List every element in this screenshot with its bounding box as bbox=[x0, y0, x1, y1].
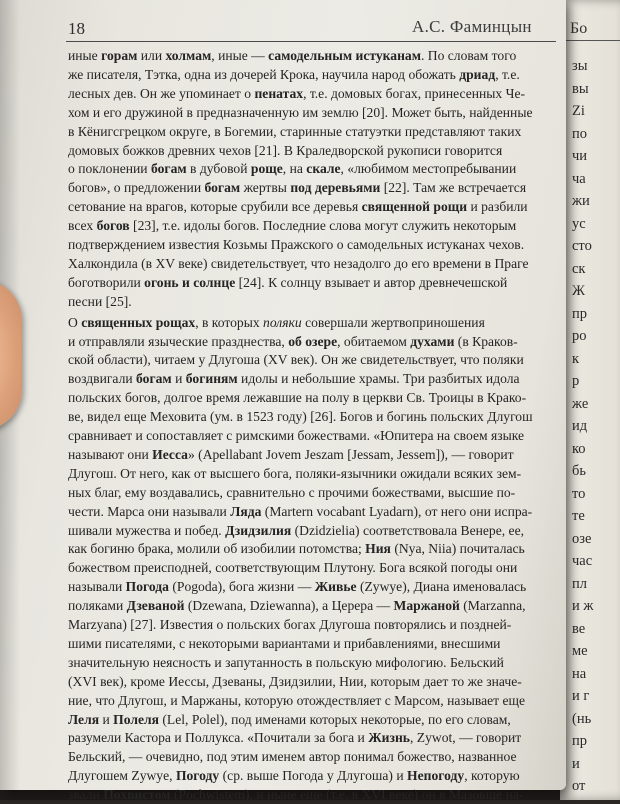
bold-term: Полеля bbox=[113, 711, 159, 727]
text-line bbox=[68, 578, 555, 596]
adjacent-text-fragment: ме bbox=[572, 643, 588, 659]
adjacent-text-fragment: же bbox=[572, 395, 589, 412]
text-run: лесных дев. Он же упоминает о bbox=[68, 85, 255, 101]
bold-term: священных рощах bbox=[81, 314, 196, 330]
bold-term: богов bbox=[96, 218, 130, 234]
text-run: песни [25]. bbox=[68, 293, 132, 309]
bold-term: Леля bbox=[68, 711, 100, 727]
text-run: божеством преисподней, соответствующим Плутону. Бога всякой погоды они bbox=[68, 560, 518, 576]
text-run: Длугош. От него, как от высшего бога, поляки-язычники ожидали всяких зем- bbox=[68, 465, 522, 481]
text-run: богов», о предложении bbox=[68, 180, 205, 196]
adjacent-text-fragment: пл bbox=[572, 575, 587, 592]
text-run: , т.е. bbox=[495, 66, 520, 82]
text-run: (Martern vocabant Lyadarn), от него они испра- bbox=[261, 503, 533, 519]
text-run: , обитаемом bbox=[337, 333, 411, 349]
text-line bbox=[68, 427, 555, 445]
text-run: как богиню брака, молили об изобилии потомства; bbox=[68, 541, 366, 557]
text-run: (Marzanna, bbox=[459, 598, 526, 614]
bold-term: горам bbox=[101, 48, 138, 63]
text-line bbox=[68, 198, 555, 216]
adjacent-text-fragment: на bbox=[572, 665, 587, 682]
text-run: или bbox=[137, 48, 166, 63]
bold-term: роще bbox=[250, 161, 283, 177]
text-line bbox=[68, 370, 555, 388]
text-line bbox=[68, 47, 555, 65]
text-line bbox=[68, 179, 555, 197]
bold-term: холмам bbox=[165, 48, 212, 63]
bold-term: Ляда bbox=[230, 503, 262, 519]
text-line bbox=[68, 767, 555, 785]
text-run: сетование на врагов, которые срубили все деревья bbox=[68, 199, 362, 215]
adjacent-text-fragment: бь bbox=[572, 463, 586, 479]
bold-term: богам bbox=[150, 161, 187, 177]
text-run: ние, что Длугош, и Маржаны, которую отождествляет с Марсом, называет еще bbox=[68, 692, 526, 708]
adjacent-header-rule bbox=[560, 40, 620, 41]
bold-term: Маржаной bbox=[393, 598, 460, 614]
adjacent-text-fragment: ид bbox=[572, 418, 588, 434]
bold-term: пенатах bbox=[254, 85, 304, 101]
text-run: ных благ, ему воздавались, сравнительно с прочими божествами, высшие по- bbox=[68, 484, 516, 500]
text-run: , в которых bbox=[195, 314, 264, 330]
text-line bbox=[68, 446, 555, 464]
text-run: разумели Кастора и Поллукса. «Почитали за бога и bbox=[68, 730, 369, 746]
text-run: (в Краков- bbox=[454, 333, 518, 349]
text-run: и разбили bbox=[467, 199, 528, 215]
bold-term: под деревьями bbox=[290, 180, 381, 196]
text-run: ве, видел еще Меховита (ум. в 1523 году) [26]. Богов и богинь польских Длугош bbox=[68, 409, 533, 425]
text-line bbox=[68, 408, 555, 426]
text-line bbox=[68, 333, 555, 351]
text-run: , т.е. домовых богах, принесенных Че- bbox=[303, 85, 526, 101]
adjacent-text-fragment: и bbox=[572, 755, 580, 772]
adjacent-text-fragment: от bbox=[572, 778, 586, 794]
bold-term: скале bbox=[306, 161, 341, 177]
bold-term: богам bbox=[136, 371, 172, 387]
text-run: называли bbox=[68, 579, 126, 595]
text-line bbox=[68, 293, 555, 311]
adjacent-text-fragment: ча bbox=[572, 170, 586, 187]
bold-term: священной рощи bbox=[361, 199, 468, 215]
text-line bbox=[68, 217, 555, 235]
text-run: и bbox=[99, 711, 114, 727]
text-run: домовых божков древних чехов [21]. В Краледворской рукописи говорится bbox=[68, 142, 503, 158]
text-run: (ср. выше Погода у Длугоша) и bbox=[219, 768, 408, 784]
text-run: » (Apellabant Jovem Jeszam [Jessam, Jessem]), — говорит bbox=[187, 446, 514, 462]
text-line bbox=[68, 635, 555, 653]
text-line bbox=[68, 503, 555, 521]
text-run: Длугошем Zywye, bbox=[68, 768, 176, 784]
bold-term: Иесса bbox=[152, 446, 188, 462]
text-line bbox=[68, 104, 555, 122]
text-run: о поклонении bbox=[68, 161, 151, 177]
running-header-author: А.С. Фаминцын bbox=[412, 17, 532, 36]
text-run: [22]. Там же встречается bbox=[380, 180, 527, 196]
bold-term: Ния bbox=[365, 541, 391, 557]
adjacent-text-fragment: р bbox=[572, 373, 580, 389]
text-run: [23], т.е. идолы богов. Последние слова могут служить некоторым bbox=[129, 218, 517, 234]
adjacent-text-fragment: пр bbox=[572, 305, 588, 322]
text-line bbox=[68, 236, 555, 254]
text-run: воздвигали bbox=[68, 371, 137, 387]
bold-term: Погода bbox=[125, 579, 169, 595]
adjacent-text-fragment: ве bbox=[572, 620, 586, 637]
text-run: (Lel, Polel), под именами которых некоторые, по его словам, bbox=[158, 711, 511, 727]
bold-term: самодельным истуканам bbox=[268, 48, 421, 63]
bold-term: богиням bbox=[185, 371, 238, 387]
adjacent-text-fragment: ро bbox=[572, 328, 587, 344]
text-line bbox=[68, 786, 555, 804]
text-run: жертвы bbox=[240, 180, 291, 196]
text-line bbox=[68, 274, 555, 292]
adjacent-text-fragment: чи bbox=[572, 148, 588, 164]
bold-term: Жизнь bbox=[368, 730, 410, 746]
text-run: в дубовой bbox=[186, 161, 251, 177]
adjacent-text-fragment: ск bbox=[572, 260, 586, 277]
bold-term: об озере bbox=[288, 333, 338, 349]
text-line bbox=[68, 123, 555, 141]
text-line bbox=[68, 465, 555, 483]
bold-term: духами bbox=[410, 333, 455, 349]
text-run: (Nya, Niia) почиталась bbox=[390, 541, 525, 557]
text-line bbox=[68, 142, 555, 160]
adjacent-text-fragment: жи bbox=[572, 193, 590, 209]
text-line bbox=[68, 255, 555, 273]
page-number: 18 bbox=[68, 19, 85, 38]
bold-term: Погоду bbox=[175, 768, 220, 784]
text-line bbox=[68, 522, 555, 540]
text-run: боготворили bbox=[68, 274, 145, 290]
text-run: [24]. К солнцу взывает и автор древнечешской bbox=[235, 274, 508, 290]
text-run: всех bbox=[68, 218, 97, 234]
text-run: . По словам того bbox=[420, 48, 517, 63]
text-line bbox=[68, 66, 555, 84]
text-run: Бельский, — очевидно, под этим именем автор понимал божество, названное bbox=[68, 749, 517, 765]
adjacent-text-fragment: вы bbox=[572, 80, 589, 97]
adjacent-text-fragment: по bbox=[572, 125, 588, 142]
text-run: и bbox=[171, 371, 186, 387]
adjacent-text-fragment: (нь bbox=[572, 710, 592, 727]
text-line bbox=[68, 314, 555, 332]
text-run: же писателя, Тэтка, одна из дочерей Крока, научила народ обожать bbox=[68, 66, 460, 82]
text-run: шими писателями, с некоторыми вариантами и прибавлениями, внесшими bbox=[68, 635, 501, 651]
text-run: хом и его дружиной в предназначенную им землю [20]. Может быть, найденные bbox=[68, 104, 533, 120]
text-run: поляками bbox=[68, 598, 127, 614]
bold-term: Дзидзилия bbox=[225, 522, 292, 538]
adjacent-text-fragment: Zi bbox=[572, 103, 585, 119]
adjacent-page-header: Бо bbox=[570, 20, 588, 37]
text-line bbox=[68, 597, 555, 615]
text-run: , иные — bbox=[211, 48, 269, 63]
text-run: шивали мужества и побед. bbox=[68, 522, 226, 538]
text-run: польских богов, долгое время лежавшие на полу в церкви Св. Троицы в Крако- bbox=[68, 390, 527, 406]
text-run: , которую bbox=[464, 768, 520, 784]
adjacent-text-fragment: ко bbox=[572, 440, 586, 457]
adjacent-text-fragment: час bbox=[572, 553, 593, 569]
adjacent-text-fragment: озе bbox=[572, 530, 592, 547]
adjacent-text-fragment: и г bbox=[572, 688, 590, 704]
text-line bbox=[68, 616, 555, 634]
text-run: (Pochwistem), и ныне еще (т.е. в XVI веке) он в Мазовше на- bbox=[170, 787, 524, 803]
text-line bbox=[68, 692, 555, 710]
adjacent-text-fragment: сто bbox=[572, 238, 592, 254]
text-run: , на bbox=[282, 161, 307, 177]
text-run: (Pogoda), бога жизни — bbox=[168, 579, 315, 595]
text-run: называют они bbox=[68, 446, 153, 462]
text-line bbox=[68, 711, 555, 729]
text-run: подтверждением известия Козьмы Пражского о самодельных истуканах чехов. bbox=[68, 237, 525, 252]
bold-term: дриад bbox=[459, 66, 496, 82]
text-run: (Zywye), Диана именовалась bbox=[356, 579, 527, 595]
adjacent-text-fragment: пр bbox=[572, 733, 588, 749]
text-line bbox=[68, 351, 555, 369]
text-run: сравнивает и сопоставляет с римскими божествами. «Юпитера на своем языке bbox=[68, 428, 525, 443]
text-run: иные bbox=[68, 48, 102, 63]
bold-term: Непогоду bbox=[407, 768, 465, 784]
text-line bbox=[68, 389, 555, 407]
italic-term: поляки bbox=[263, 314, 302, 330]
adjacent-text-fragment: то bbox=[572, 485, 586, 502]
bold-term: Дзеваной bbox=[126, 598, 185, 614]
text-line bbox=[68, 729, 555, 747]
bold-term: огонь и солнце bbox=[144, 274, 236, 290]
adjacent-text-fragment: зы bbox=[572, 58, 588, 74]
text-line bbox=[68, 748, 555, 766]
text-run: чести. Марса они называли bbox=[68, 503, 231, 519]
text-run: , «любимом местопребывании bbox=[340, 161, 517, 177]
text-line bbox=[68, 673, 555, 691]
header-rule bbox=[66, 41, 556, 42]
text-run: (Dzewana, Dziewanna), а Церера — bbox=[184, 598, 394, 614]
text-line bbox=[68, 484, 555, 502]
bold-term: богам bbox=[204, 180, 241, 196]
text-run: совершали жертвоприношения bbox=[301, 314, 485, 330]
text-run: и отправляли языческие празднества, bbox=[68, 333, 289, 349]
adjacent-text-fragment: те bbox=[572, 508, 585, 524]
text-run: значительную неясность и запутанность в польскую мифологию. Бельский bbox=[68, 654, 504, 670]
adjacent-text-fragment: ус bbox=[572, 215, 586, 232]
adjacent-text-fragment: Ж bbox=[572, 283, 585, 299]
bold-term: Живье bbox=[314, 579, 357, 595]
text-run: , Zywot, — говорит bbox=[409, 730, 522, 746]
text-run: Халкондила (в XV веке) свидетельствует, что незадолго до его времени в Праге bbox=[68, 255, 529, 271]
text-line bbox=[68, 559, 555, 577]
text-line bbox=[68, 85, 555, 103]
text-line bbox=[68, 540, 555, 558]
bold-term: Похвистом bbox=[103, 787, 171, 803]
text-line bbox=[68, 654, 555, 672]
adjacent-text-fragment: и ж bbox=[572, 598, 594, 614]
text-run: (Dzidzielia) соответствовала Венере, ее, bbox=[291, 522, 525, 538]
text-run: Marzyana) [27]. Известия о польских богах Длугоша повторялись и поздней- bbox=[68, 617, 512, 632]
adjacent-page-edge bbox=[560, 0, 620, 800]
text-run: О bbox=[68, 314, 82, 330]
text-run: (XVI век), кроме Иессы, Дзеваны, Дзидзилии, Нии, которым дает то же значе- bbox=[68, 673, 522, 689]
text-run: в Кёнигсгрецком округе, в Богемии, старинные статуэтки представляют таких bbox=[68, 123, 522, 139]
text-line bbox=[68, 160, 555, 178]
text-run: звали bbox=[68, 787, 104, 803]
text-run: идолы и небольшие храмы. Три разбитых идола bbox=[237, 371, 520, 387]
text-run: ской области), читаем у Длугоша (XV век). Он же свидетельствует, что поляки bbox=[68, 352, 524, 368]
adjacent-text-fragment: к bbox=[572, 350, 580, 367]
